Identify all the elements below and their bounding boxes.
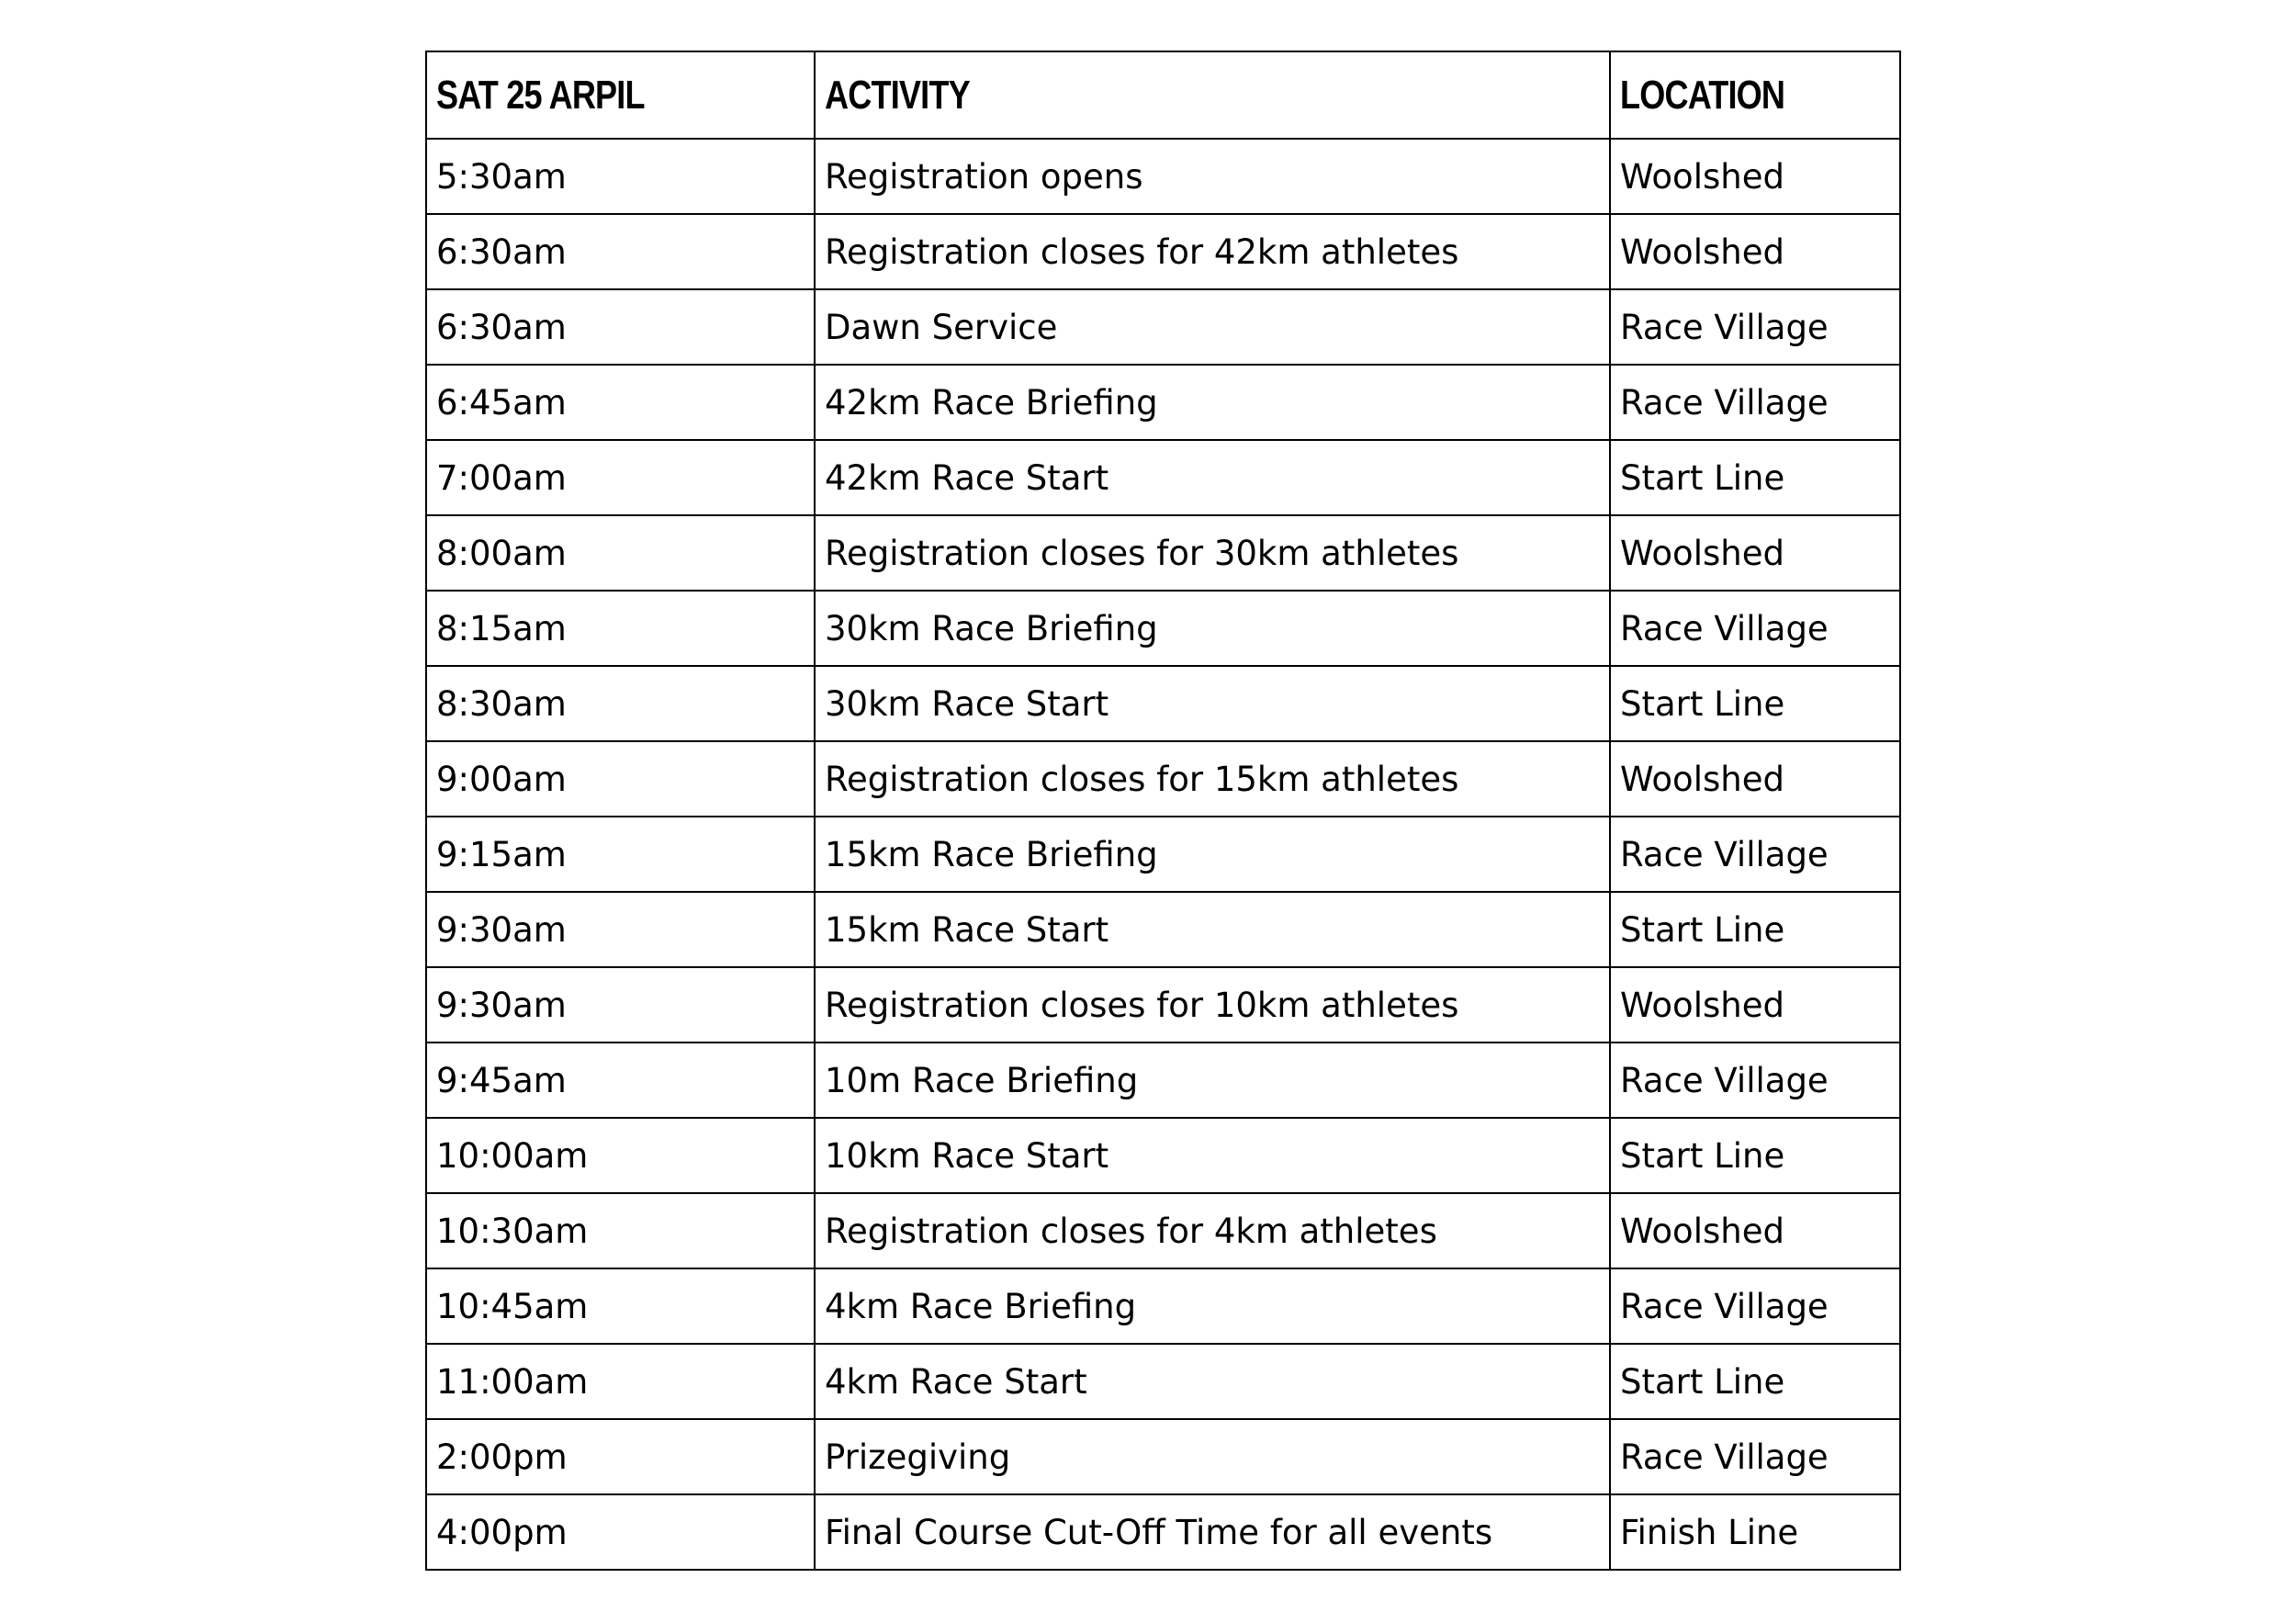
schedule-header (426, 51, 1900, 139)
table-row (426, 365, 1900, 440)
cell-time: 7:00am (426, 440, 815, 515)
table-row (426, 214, 1900, 289)
header-time: SAT 25 ARPIL (426, 51, 815, 139)
cell-activity: Final Course Cut-Off Time for all events (815, 1494, 1610, 1570)
cell-location: Start Line (1610, 440, 1900, 515)
table-row (426, 1419, 1900, 1494)
cell-time: 8:30am (426, 666, 815, 741)
table-row (426, 591, 1900, 666)
cell-location: Race Village (1610, 365, 1900, 440)
cell-location: Woolshed (1610, 139, 1900, 214)
cell-activity: 42km Race Briefing (815, 365, 1610, 440)
cell-time: 8:15am (426, 591, 815, 666)
header-activity: ACTIVITY (815, 51, 1610, 139)
cell-location: Race Village (1610, 289, 1900, 365)
cell-location: Race Village (1610, 591, 1900, 666)
cell-activity: 42km Race Start (815, 440, 1610, 515)
cell-activity: Registration closes for 30km athletes (815, 515, 1610, 591)
cell-time: 10:30am (426, 1193, 815, 1268)
cell-activity: 4km Race Start (815, 1344, 1610, 1419)
cell-activity: 15km Race Briefing (815, 817, 1610, 892)
cell-location: Start Line (1610, 666, 1900, 741)
table-row (426, 1118, 1900, 1193)
table-row (426, 741, 1900, 817)
cell-activity: Registration closes for 15km athletes (815, 741, 1610, 817)
cell-location: Woolshed (1610, 214, 1900, 289)
cell-time: 6:30am (426, 214, 815, 289)
table-row (426, 1344, 1900, 1419)
cell-activity: 30km Race Start (815, 666, 1610, 741)
cell-activity: 30km Race Briefing (815, 591, 1610, 666)
cell-time: 11:00am (426, 1344, 815, 1419)
cell-location: Start Line (1610, 1118, 1900, 1193)
header-row (426, 51, 1900, 139)
cell-time: 2:00pm (426, 1419, 815, 1494)
cell-activity: Registration opens (815, 139, 1610, 214)
table-row (426, 892, 1900, 967)
table-row (426, 1494, 1900, 1570)
cell-location: Start Line (1610, 892, 1900, 967)
cell-location: Woolshed (1610, 741, 1900, 817)
cell-time: 10:45am (426, 1268, 815, 1344)
table-row (426, 1268, 1900, 1344)
table-row (426, 139, 1900, 214)
cell-activity: 15km Race Start (815, 892, 1610, 967)
cell-time: 9:45am (426, 1043, 815, 1118)
cell-time: 10:00am (426, 1118, 815, 1193)
cell-activity: Dawn Service (815, 289, 1610, 365)
schedule-table (425, 51, 1901, 1571)
cell-time: 9:30am (426, 967, 815, 1043)
table-row (426, 967, 1900, 1043)
table-row (426, 515, 1900, 591)
cell-location: Race Village (1610, 1043, 1900, 1118)
table-row (426, 440, 1900, 515)
table-row (426, 666, 1900, 741)
table-row (426, 289, 1900, 365)
cell-location: Race Village (1610, 1419, 1900, 1494)
cell-activity: 4km Race Briefing (815, 1268, 1610, 1344)
cell-time: 5:30am (426, 139, 815, 214)
cell-time: 9:15am (426, 817, 815, 892)
cell-activity: 10m Race Briefing (815, 1043, 1610, 1118)
cell-activity: 10km Race Start (815, 1118, 1610, 1193)
cell-time: 8:00am (426, 515, 815, 591)
table-row (426, 1043, 1900, 1118)
cell-activity: Registration closes for 10km athletes (815, 967, 1610, 1043)
cell-activity: Registration closes for 42km athletes (815, 214, 1610, 289)
cell-location: Woolshed (1610, 967, 1900, 1043)
header-location: LOCATION (1610, 51, 1900, 139)
table-row (426, 817, 1900, 892)
cell-time: 4:00pm (426, 1494, 815, 1570)
cell-location: Woolshed (1610, 1193, 1900, 1268)
cell-location: Start Line (1610, 1344, 1900, 1419)
cell-time: 6:45am (426, 365, 815, 440)
table-row (426, 1193, 1900, 1268)
cell-activity: Prizegiving (815, 1419, 1610, 1494)
cell-location: Woolshed (1610, 515, 1900, 591)
cell-activity: Registration closes for 4km athletes (815, 1193, 1610, 1268)
cell-location: Finish Line (1610, 1494, 1900, 1570)
cell-time: 9:30am (426, 892, 815, 967)
cell-time: 6:30am (426, 289, 815, 365)
cell-location: Race Village (1610, 1268, 1900, 1344)
schedule-body (426, 139, 1900, 1570)
cell-location: Race Village (1610, 817, 1900, 892)
cell-time: 9:00am (426, 741, 815, 817)
